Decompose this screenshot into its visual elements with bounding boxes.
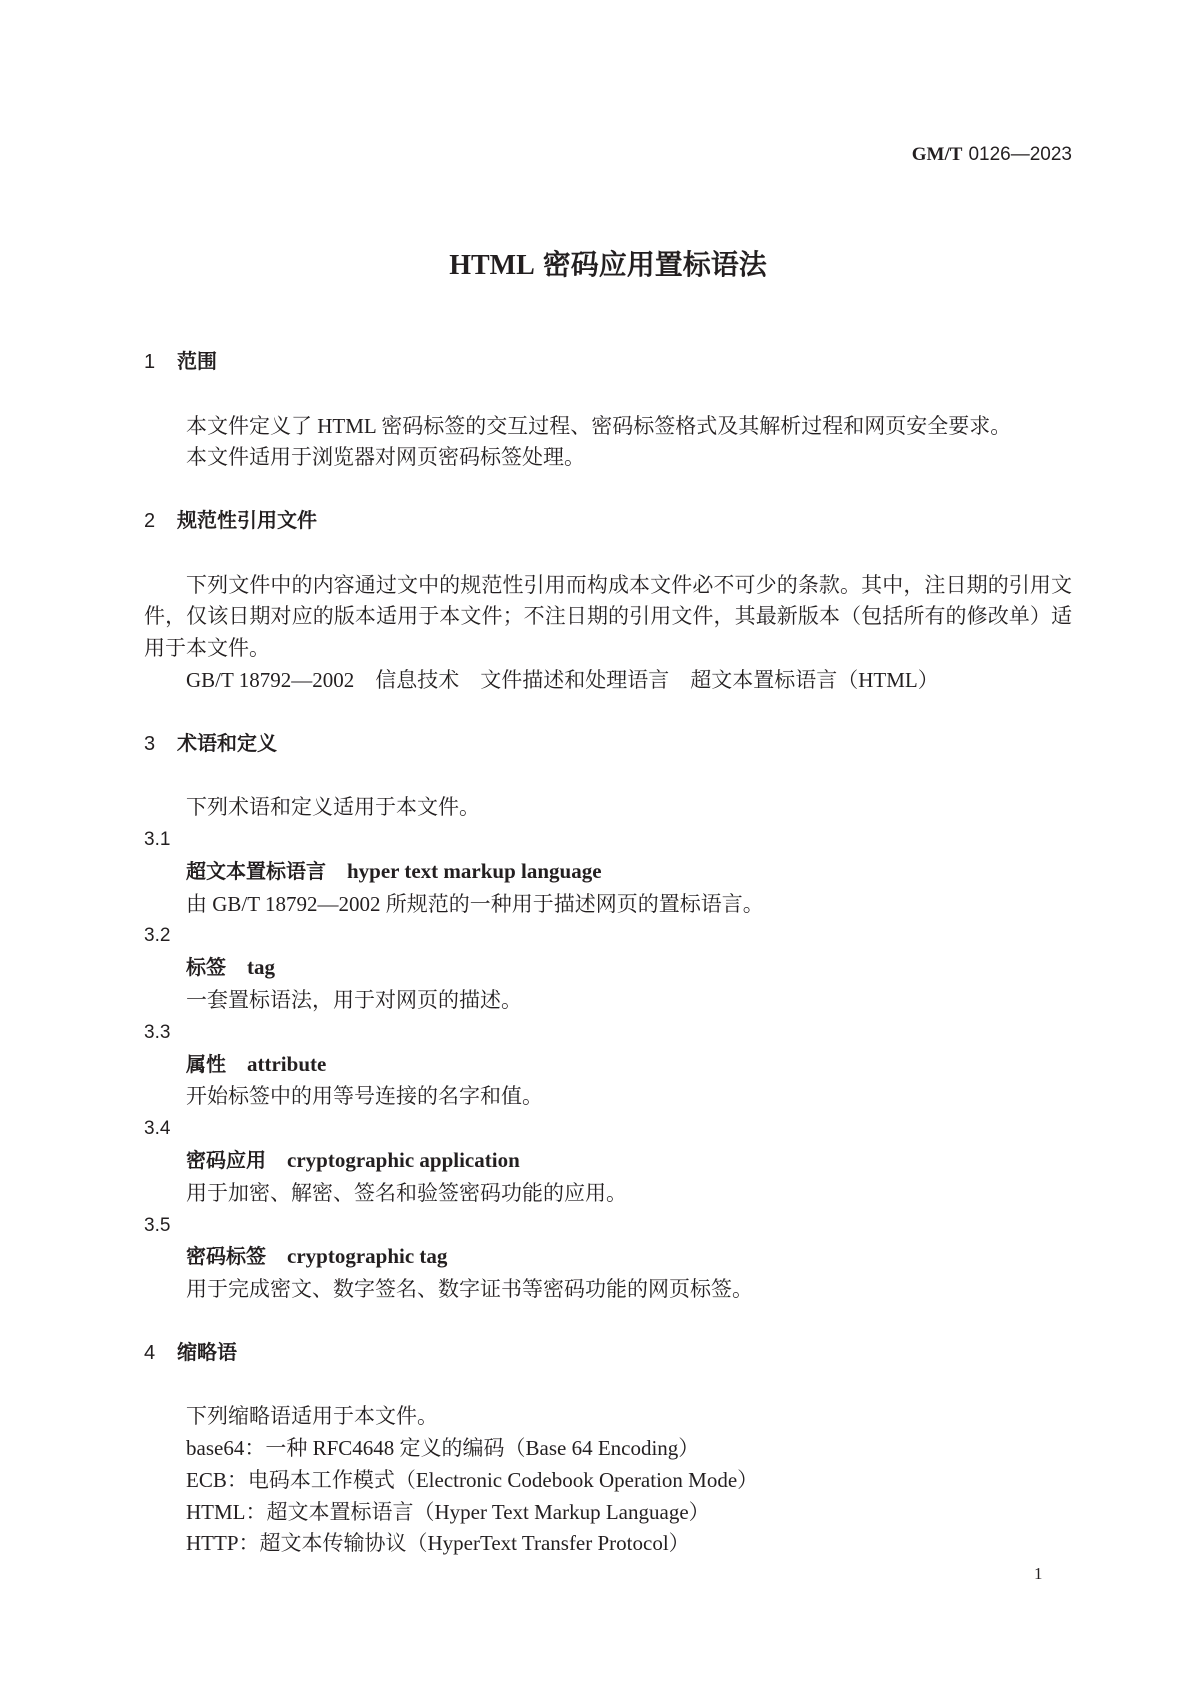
section-number: 1 bbox=[144, 351, 156, 373]
section-title: 缩略语 bbox=[177, 1341, 237, 1364]
section-abbreviations bbox=[144, 1338, 1072, 1561]
term-definition: 用于加密、解密、签名和验签密码功能的应用。 bbox=[186, 1180, 627, 1205]
section-number: 4 bbox=[144, 1341, 156, 1364]
abbreviation-item: base64：一种 RFC4648 定义的编码（Base 64 Encoding） bbox=[186, 1436, 700, 1461]
section-scope bbox=[144, 347, 1072, 474]
paragraph: 本文件定义了 HTML 密码标签的交互过程、密码标签格式及其解析过程和网页安全要求。 bbox=[186, 413, 1012, 438]
standard-code-prefix: GM/T bbox=[911, 144, 963, 165]
term-entry bbox=[144, 1210, 1072, 1306]
document-body bbox=[144, 347, 1072, 1560]
term-entry bbox=[144, 1113, 1072, 1209]
running-header bbox=[912, 142, 1072, 168]
title-latin: HTML bbox=[449, 250, 535, 281]
term-chinese: 密码应用 bbox=[186, 1149, 266, 1172]
paragraph: 下列文件中的内容通过文中的规范性引用而构成本文件必不可少的条款。其中，注日期的引用文件，仅该日期对应的版本适用于本文件；不注日期的引用文件，其最新版本（包括所有的修改单）适用于本文件。 bbox=[144, 572, 1072, 661]
section-title: 术语和定义 bbox=[177, 732, 277, 755]
term-definition: 用于完成密文、数字签名、数字证书等密码功能的网页标签。 bbox=[186, 1277, 753, 1302]
term-english: attribute bbox=[247, 1051, 327, 1076]
term-chinese: 超文本置标语言 bbox=[186, 860, 326, 883]
reference-item: GB/T 18792—2002 信息技术 文件描述和处理语言 超文本置标语言（HTML） bbox=[186, 667, 939, 692]
section-title: 规范性引用文件 bbox=[177, 509, 317, 532]
abbreviation-item: HTTP：超文本传输协议（HyperText Transfer Protocol） bbox=[186, 1531, 690, 1556]
term-heading bbox=[144, 1145, 1072, 1178]
term-entry bbox=[144, 824, 1072, 920]
term-chinese: 属性 bbox=[186, 1053, 226, 1076]
term-definition: 一套置标语法，用于对网页的描述。 bbox=[186, 987, 522, 1012]
term-heading bbox=[144, 1049, 1072, 1082]
section-number: 3 bbox=[144, 732, 156, 755]
term-english: cryptographic tag bbox=[287, 1244, 448, 1269]
section-heading bbox=[144, 1338, 1072, 1370]
term-number: 3.1 bbox=[144, 828, 171, 850]
section-intro: 下列缩略语适用于本文件。 bbox=[186, 1404, 438, 1429]
term-english: cryptographic application bbox=[287, 1147, 520, 1172]
section-intro: 下列术语和定义适用于本文件。 bbox=[186, 795, 480, 820]
term-number: 3.3 bbox=[144, 1021, 171, 1043]
section-heading bbox=[144, 729, 1072, 761]
section-heading bbox=[144, 506, 1072, 538]
title-chinese: 密码应用置标语法 bbox=[542, 249, 767, 280]
term-number: 3.2 bbox=[144, 925, 171, 947]
term-chinese: 密码标签 bbox=[186, 1246, 266, 1269]
abbreviation-item: HTML：超文本置标语言（Hyper Text Markup Language） bbox=[186, 1499, 710, 1524]
term-heading bbox=[144, 1241, 1072, 1274]
term-heading bbox=[144, 952, 1072, 985]
paragraph: 本文件适用于浏览器对网页密码标签处理。 bbox=[186, 445, 585, 470]
term-entry bbox=[144, 1017, 1072, 1113]
term-definition: 由 GB/T 18792—2002 所规范的一种用于描述网页的置标语言。 bbox=[186, 891, 764, 916]
standard-code-number: 0126—2023 bbox=[968, 144, 1072, 165]
term-heading bbox=[144, 856, 1072, 889]
term-chinese: 标签 bbox=[186, 957, 226, 980]
section-heading bbox=[144, 347, 1072, 379]
term-number: 3.4 bbox=[144, 1118, 171, 1140]
abbreviation-item: ECB：电码本工作模式（Electronic Codebook Operation Mode） bbox=[186, 1467, 759, 1492]
section-number: 2 bbox=[144, 509, 156, 532]
term-entry bbox=[144, 920, 1072, 1016]
section-terms-definitions bbox=[144, 729, 1072, 1306]
page-number: 1 bbox=[1034, 1564, 1043, 1583]
section-title: 范围 bbox=[177, 351, 217, 373]
term-english: hyper text markup language bbox=[347, 858, 602, 883]
term-number: 3.5 bbox=[144, 1214, 171, 1236]
term-english: tag bbox=[247, 955, 275, 980]
section-normative-references bbox=[144, 506, 1072, 697]
term-definition: 开始标签中的用等号连接的名字和值。 bbox=[186, 1084, 543, 1109]
document-title bbox=[144, 245, 1072, 286]
